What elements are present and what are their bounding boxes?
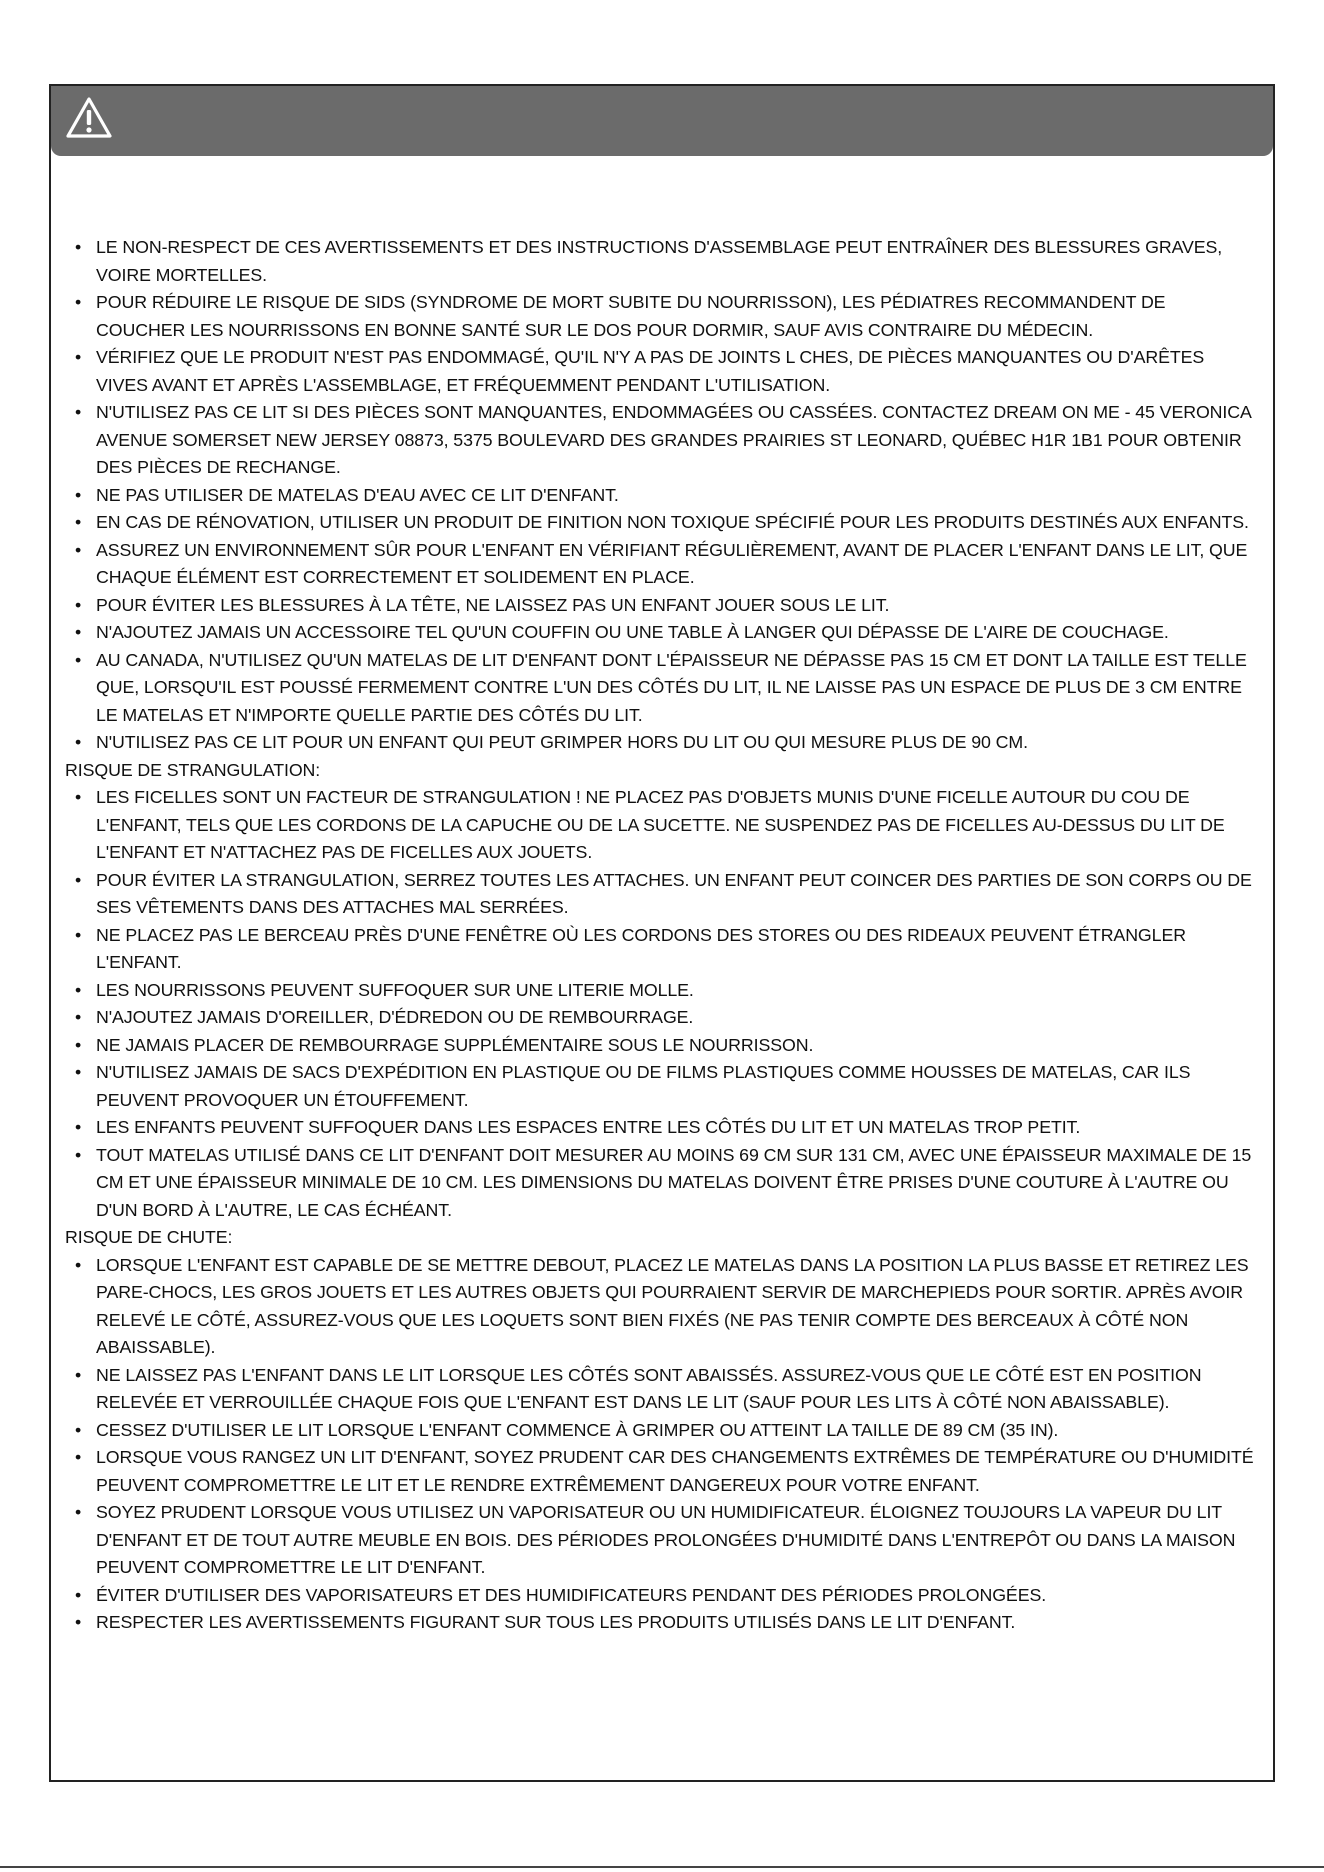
- warning-item-text: SOYEZ PRUDENT LORSQUE VOUS UTILISEZ UN VAPORISATEUR OU UN HUMIDIFICATEUR. ÉLOIGNEZ TOUJOURS LA VAPEUR DU LIT D'ENFANT ET DE TOUT AUTRE MEUBLE EN BOIS. DES PÉRIODES PROLONGÉES D'HUMIDITÉ DANS L'ENTREPÔT OU DANS LA MAISON PEUVENT COMPROMETTRE LE LIT D'ENFANT.: [96, 1502, 1236, 1577]
- warning-item-text: POUR ÉVITER LA STRANGULATION, SERREZ TOUTES LES ATTACHES. UN ENFANT PEUT COINCER DES PARTIES DE SON CORPS OU DE SES VÊTEMENTS DANS DES ATTACHES MAL SERRÉES.: [96, 869, 1252, 917]
- warning-item-text: LES ENFANTS PEUVENT SUFFOQUER DANS LES ESPACES ENTRE LES CÔTÉS DU LIT ET UN MATELAS TROP PETIT.: [96, 1117, 1081, 1137]
- warning-item: [65, 1499, 1259, 1582]
- bullet-icon: •: [75, 1144, 82, 1165]
- warning-item: [65, 1582, 1259, 1610]
- warning-item-text: LE NON-RESPECT DE CES AVERTISSEMENTS ET DES INSTRUCTIONS D'ASSEMBLAGE PEUT ENTRAÎNER DES BLESSURES GRAVES, VOIRE MORTELLES.: [96, 237, 1223, 285]
- warning-item-text: VÉRIFIEZ QUE LE PRODUIT N'EST PAS ENDOMMAGÉ, QU'IL N'Y A PAS DE JOINTS L CHES, DE PIÈCES MANQUANTES OU D'ARÊTES VIVES AVANT ET APRÈS L'ASSEMBLAGE, ET FRÉQUEMMENT PENDANT L'UTILISATION.: [96, 347, 1205, 395]
- bullet-icon: •: [75, 539, 82, 560]
- bullet-icon: •: [75, 1584, 82, 1605]
- warning-item: [65, 1004, 1259, 1032]
- bullet-icon: •: [75, 292, 82, 312]
- warning-item: [65, 1252, 1259, 1362]
- warning-item-text: LES NOURRISSONS PEUVENT SUFFOQUER SUR UNE LITERIE MOLLE.: [96, 979, 694, 1000]
- bullet-icon: •: [75, 732, 82, 752]
- warning-item-text: LORSQUE L'ENFANT EST CAPABLE DE SE METTRE DEBOUT, PLACEZ LE MATELAS DANS LA POSITION LA PLUS BASSE ET RETIREZ LES PARE-CHOCS, LES GROS JOUETS ET LES AUTRES OBJETS QUI POURRAIENT SERVIR DE MARCHEPIEDS POUR SORTIR. APRÈS AVOIR RELEVÉ LE CÔTÉ, ASSUREZ-VOUS QUE LES LOQUETS SONT BIEN FIXÉS (NE PAS TENIR COMPTE DES BERCEAUX À CÔTÉ NON ABAISSABLE).: [96, 1254, 1249, 1357]
- warning-item-text: CESSEZ D'UTILISER LE LIT LORSQUE L'ENFANT COMMENCE À GRIMPER OU ATTEINT LA TAILLE DE 89 CM (35 IN).: [96, 1419, 1059, 1440]
- warning-item-text: POUR RÉDUIRE LE RISQUE DE SIDS (SYNDROME DE MORT SUBITE DU NOURRISSON), LES PÉDIATRES RECOMMANDENT DE COUCHER LES NOURRISSONS EN BONNE SANTÉ SUR LE DOS POUR DORMIR, SAUF AVIS CONTRAIRE DU MÉDECIN.: [96, 292, 1166, 340]
- warning-item-text: N'UTILISEZ JAMAIS DE SACS D'EXPÉDITION EN PLASTIQUE OU DE FILMS PLASTIQUES COMME HOUSSES DE MATELAS, CAR ILS PEUVENT PROVOQUER UN ÉTOUFFEMENT.: [96, 1062, 1191, 1110]
- bullet-icon: •: [75, 979, 82, 1000]
- bullet-icon: •: [75, 1117, 82, 1137]
- warning-item: [65, 509, 1259, 537]
- warning-item: [65, 344, 1259, 399]
- warning-item-text: N'UTILISEZ PAS CE LIT POUR UN ENFANT QUI PEUT GRIMPER HORS DU LIT OU QUI MESURE PLUS DE 90 CM.: [96, 732, 1028, 752]
- bullet-icon: •: [75, 869, 82, 890]
- warning-item-text: NE LAISSEZ PAS L'ENFANT DANS LE LIT LORSQUE LES CÔTÉS SONT ABAISSÉS. ASSUREZ-VOUS QUE LE CÔTÉ EST EN POSITION RELEVÉE ET VERROUILLÉE CHAQUE FOIS QUE L'ENFANT EST DANS LE LIT (SAUF POUR LES LITS À CÔTÉ NON ABAISSABLE).: [96, 1364, 1202, 1412]
- warning-item: [65, 482, 1259, 510]
- warning-item-text: N'AJOUTEZ JAMAIS UN ACCESSOIRE TEL QU'UN COUFFIN OU UNE TABLE À LANGER QUI DÉPASSE DE L'AIRE DE COUCHAGE.: [96, 622, 1169, 642]
- bullet-icon: •: [75, 1419, 82, 1440]
- bullet-icon: •: [75, 1034, 82, 1055]
- warning-item: [65, 729, 1259, 757]
- bullet-icon: •: [75, 622, 82, 642]
- section-heading: RISQUE DE CHUTE:: [65, 1227, 233, 1247]
- bullet-icon: •: [75, 484, 82, 505]
- warning-item-text: TOUT MATELAS UTILISÉ DANS CE LIT D'ENFANT DOIT MESURER AU MOINS 69 CM SUR 131 CM, AVEC UNE ÉPAISSEUR MAXIMALE DE 15 CM ET UNE ÉPAISSEUR MINIMALE DE 10 CM. LES DIMENSIONS DU MATELAS DOIVENT ÊTRE PRISES D'UNE COUTURE À L'AUTRE OU D'UN BORD À L'AUTRE, LE CAS ÉCHÉANT.: [96, 1144, 1252, 1220]
- bullet-icon: •: [75, 1447, 82, 1467]
- warning-item: [65, 289, 1259, 344]
- warning-item: [65, 867, 1259, 922]
- section-heading: RISQUE DE STRANGULATION:: [65, 759, 321, 780]
- warning-item-text: NE JAMAIS PLACER DE REMBOURRAGE SUPPLÉMENTAIRE SOUS LE NOURRISSON.: [96, 1034, 814, 1055]
- bullet-icon: •: [75, 924, 82, 945]
- bullet-icon: •: [75, 787, 82, 807]
- warning-item-text: N'AJOUTEZ JAMAIS D'OREILLER, D'ÉDREDON OU DE REMBOURRAGE.: [96, 1007, 694, 1027]
- warning-item-text: N'UTILISEZ PAS CE LIT SI DES PIÈCES SONT MANQUANTES, ENDOMMAGÉES OU CASSÉES. CONTACTEZ DREAM ON ME - 45 VERONICA AVENUE SOMERSET NEW JERSEY 08873, 5375 BOULEVARD DES GRANDES PRAIRIES ST LEONARD, QUÉBEC H1R 1B1 POUR OBTENIR DES PIÈCES DE RECHANGE.: [96, 402, 1251, 477]
- warning-item-text: LES FICELLES SONT UN FACTEUR DE STRANGULATION ! NE PLACEZ PAS D'OBJETS MUNIS D'UNE FICELLE AUTOUR DU COU DE L'ENFANT, TELS QUE LES CORDONS DE LA CAPUCHE OU DE LA SUCETTE. NE SUSPENDEZ PAS DE FICELLES AU-DESSUS DU LIT DE L'ENFANT ET N'ATTACHEZ PAS DE FICELLES AUX JOUETS.: [96, 787, 1225, 862]
- warning-item-text: RESPECTER LES AVERTISSEMENTS FIGURANT SUR TOUS LES PRODUITS UTILISÉS DANS LE LIT D'ENFANT.: [96, 1612, 1016, 1632]
- warning-item-text: POUR ÉVITER LES BLESSURES À LA TÊTE, NE LAISSEZ PAS UN ENFANT JOUER SOUS LE LIT.: [96, 594, 890, 615]
- bullet-icon: •: [75, 1364, 82, 1385]
- warning-text-list: [65, 234, 1259, 1637]
- bullet-icon: •: [75, 1062, 82, 1082]
- warning-item: [65, 234, 1259, 289]
- warning-item-text: EN CAS DE RÉNOVATION, UTILISER UN PRODUIT DE FINITION NON TOXIQUE SPÉCIFIÉ POUR LES PRODUITS DESTINÉS AUX ENFANTS.: [96, 512, 1249, 532]
- warning-item: [65, 1609, 1259, 1637]
- bullet-icon: •: [75, 649, 82, 670]
- warning-item-text: ASSUREZ UN ENVIRONNEMENT SÛR POUR L'ENFANT EN VÉRIFIANT RÉGULIÈREMENT, AVANT DE PLACER L'ENFANT DANS LE LIT, QUE CHAQUE ÉLÉMENT EST CORRECTEMENT ET SOLIDEMENT EN PLACE.: [96, 539, 1248, 587]
- warning-item: [65, 592, 1259, 620]
- bullet-icon: •: [75, 347, 82, 367]
- bullet-icon: •: [75, 402, 82, 422]
- warning-item: [65, 1032, 1259, 1060]
- warning-item: [65, 619, 1259, 647]
- warning-item: [65, 977, 1259, 1005]
- warning-item-text: NE PLACEZ PAS LE BERCEAU PRÈS D'UNE FENÊTRE OÙ LES CORDONS DES STORES OU DES RIDEAUX PEUVENT ÉTRANGLER L'ENFANT.: [96, 924, 1186, 972]
- warning-item: [65, 1059, 1259, 1114]
- bullet-icon: •: [75, 1254, 82, 1275]
- warning-panel: [49, 84, 1275, 1782]
- warning-item-text: NE PAS UTILISER DE MATELAS D'EAU AVEC CE LIT D'ENFANT.: [96, 484, 619, 505]
- bullet-icon: •: [75, 237, 82, 257]
- warning-header-bar: [51, 86, 1273, 156]
- bullet-icon: •: [75, 594, 82, 615]
- warning-item: [65, 537, 1259, 592]
- bullet-icon: •: [75, 1612, 82, 1632]
- warning-item: [65, 1444, 1259, 1499]
- warning-item: [65, 1417, 1259, 1445]
- bullet-icon: •: [75, 512, 82, 532]
- warning-item: [65, 1142, 1259, 1225]
- bullet-icon: •: [75, 1502, 82, 1522]
- warning-item-text: ÉVITER D'UTILISER DES VAPORISATEURS ET DES HUMIDIFICATEURS PENDANT DES PÉRIODES PROLONGÉES.: [96, 1584, 1047, 1605]
- warning-item: [65, 784, 1259, 867]
- bullet-icon: •: [75, 1007, 82, 1027]
- page-bottom-rule: [0, 1866, 1324, 1868]
- warning-item-text: LORSQUE VOUS RANGEZ UN LIT D'ENFANT, SOYEZ PRUDENT CAR DES CHANGEMENTS EXTRÊMES DE TEMPÉRATURE OU D'HUMIDITÉ PEUVENT COMPROMETTRE LE LIT ET LE RENDRE EXTRÊMEMENT DANGEREUX POUR VOTRE ENFANT.: [96, 1447, 1254, 1495]
- warning-item: [65, 647, 1259, 730]
- warning-item: [65, 1362, 1259, 1417]
- warning-item-text: AU CANADA, N'UTILISEZ QU'UN MATELAS DE LIT D'ENFANT DONT L'ÉPAISSEUR NE DÉPASSE PAS 15 CM ET DONT LA TAILLE EST TELLE QUE, LORSQU'IL EST POUSSÉ FERMEMENT CONTRE L'UN DES CÔTÉS DU LIT, IL NE LAISSE PAS UN ESPACE DE PLUS DE 3 CM ENTRE LE MATELAS ET N'IMPORTE QUELLE PARTIE DES CÔTÉS DU LIT.: [96, 649, 1247, 725]
- warning-item: [65, 922, 1259, 977]
- warning-item: [65, 399, 1259, 482]
- warning-triangle-icon: [65, 96, 113, 140]
- warning-item: [65, 1114, 1259, 1142]
